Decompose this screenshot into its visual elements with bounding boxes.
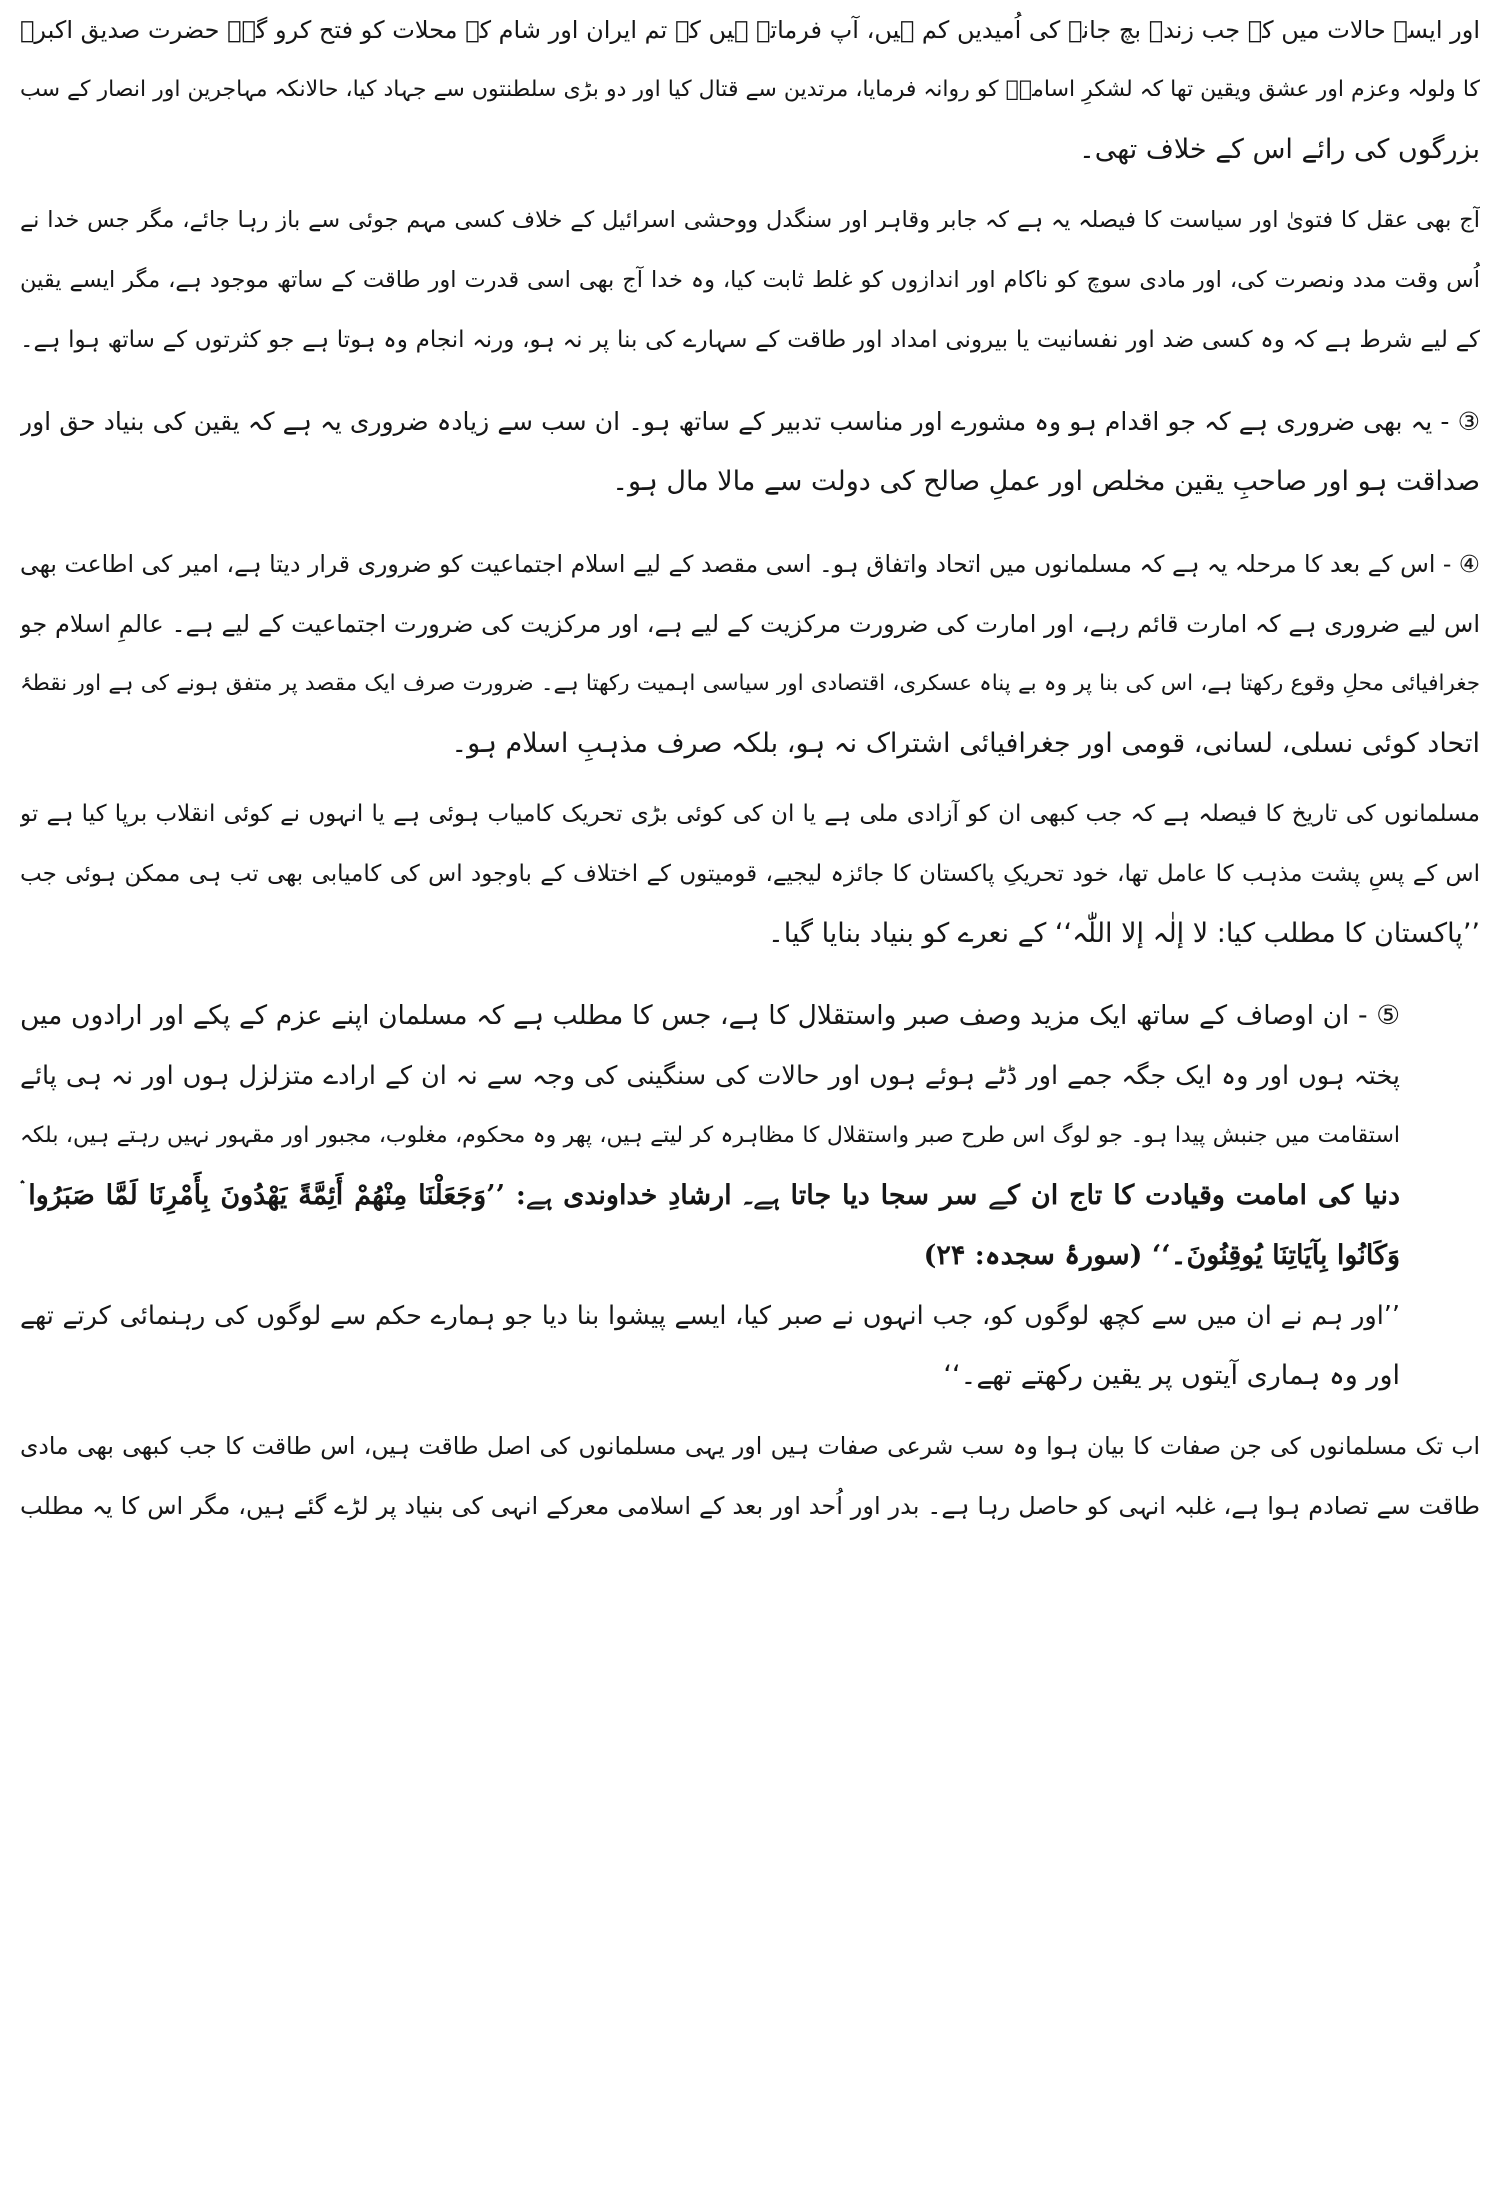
text-line: اب تک مسلمانوں کی جن صفات کا بیان ہوا وہ سب شرعی صفات ہیں اور یہی مسلمانوں کی اصل طاقت ہیں، اس طاقت کا جب کبھی بھی مادی xyxy=(20,1432,1480,1460)
text-line: ’’اور ہم نے ان میں سے کچھ لوگوں کو، جب انہوں نے صبر کیا، ایسے پیشوا بنا دیا جو ہمارے حکم سے لوگوں کی رہنمائی کرتے تھے xyxy=(20,1301,1400,1331)
text-line: اس لیے ضروری ہے کہ امارت قائم رہے، اور امارت کی ضرورت مرکزیت کے لیے ہے، اور مرکزیت کی ضرورت اجتماعیت کے لیے ہے۔ عالمِ اسلام جو xyxy=(20,610,1480,638)
quran-verse-line: دنیا کی امامت وقیادت کا تاج ان کے سر سجا دیا جاتا ہے۔ ارشادِ خداوندی ہے: ’’وَجَعَلْنَا مِنْهُمْ أَئِمَّةً يَهْدُونَ بِأَمْرِنَا لَمَّا صَبَرُوا ۛ xyxy=(20,1180,1400,1211)
paragraph-hazrat-siddiq xyxy=(20,0,1480,180)
quran-verse-line: وَكَانُوا بِآيَاتِنَا يُوقِنُونَ۔‘‘ (سورۂ سجدہ: ۲۴) xyxy=(923,1240,1400,1271)
paragraph-israel xyxy=(20,190,1480,370)
paragraph-spacer xyxy=(20,774,1480,784)
paragraph-point-3 xyxy=(20,392,1480,512)
text-line: کے لیے شرط ہے کہ وہ کسی ضد اور نفسانیت یا بیرونی امداد اور طاقت کے سہارے کی بنا پر نہ ہو، ورنہ انجام وہ ہوتا ہے جو کثرتوں کے ساتھ ہوا ہے۔ xyxy=(20,327,1480,353)
paragraph-history xyxy=(20,784,1480,964)
paragraph-spacer xyxy=(20,964,1480,986)
paragraph-translation xyxy=(20,1286,1480,1406)
text-line: استقامت میں جنبش پیدا ہو۔ جو لوگ اس طرح صبر واستقلال کا مظاہرہ کر لیتے ہیں، پھر وہ محکوم، مغلوب، مجبور اور مقہور نہیں رہتے ہیں، بلکہ xyxy=(20,1123,1400,1148)
text-line: صداقت ہو اور صاحبِ یقین مخلص اور عملِ صالح کی دولت سے مالا مال ہو۔ xyxy=(612,466,1480,497)
text-line: اور وہ ہماری آیتوں پر یقین رکھتے تھے۔‘‘ xyxy=(943,1360,1400,1391)
text-line: اور ایسے حالات میں کہ جب زندہ بچ جانے کی اُمیدیں کم ہیں، آپ فرماتے ہیں کہ تم ایران اور شام کے محلات کو فتح کرو گے۔ حضرت صدیق اکبرؓ xyxy=(20,16,1480,44)
text-line: اس کے پسِ پشت مذہب کا عامل تھا، خود تحریکِ پاکستان کا جائزہ لیجیے، قومیتوں کے اختلاف کے باوجود اس کی کامیابی بھی تب ہی ممکن ہوئی جب xyxy=(20,861,1480,887)
paragraph-spacer xyxy=(20,512,1480,534)
text-line: اُس وقت مدد ونصرت کی، اور مادی سوچ کو ناکام اور اندازوں کو غلط ثابت کیا، وہ خدا آج بھی اسی قدرت اور طاقت کے ساتھ موجود ہے، مگر ایسے یقین xyxy=(20,267,1480,293)
paragraph-point-4 xyxy=(20,534,1480,774)
text-line: ⑤ - ان اوصاف کے ساتھ ایک مزید وصف صبر واستقلال کا ہے، جس کا مطلب ہے کہ مسلمان اپنے عزم کے پکے اور ارادوں میں xyxy=(20,1000,1400,1031)
text-line: ③ - یہ بھی ضروری ہے کہ جو اقدام ہو وہ مشورے اور مناسب تدبیر کے ساتھ ہو۔ ان سب سے زیادہ ضروری یہ ہے کہ یقین کی بنیاد حق اور xyxy=(20,407,1480,436)
paragraph-spacer xyxy=(20,370,1480,392)
paragraph-spacer xyxy=(20,180,1480,190)
text-line: مسلمانوں کی تاریخ کا فیصلہ ہے کہ جب کبھی ان کو آزادی ملی ہے یا ان کی کوئی بڑی تحریک کامیاب ہوئی ہے یا انہوں نے کوئی انقلاب برپا کیا ہے تو xyxy=(20,801,1480,827)
text-line: آج بھی عقل کا فتویٰ اور سیاست کا فیصلہ یہ ہے کہ جابر وقاہر اور سنگدل ووحشی اسرائیل کے خلاف کسی مہم جوئی سے باز رہا جائے، مگر جس خدا نے xyxy=(20,207,1480,233)
paragraph-point-5 xyxy=(20,986,1480,1286)
text-line: ’’پاکستان کا مطلب کیا: لا إلٰہ إلا اللّٰہ‘‘ کے نعرے کو بنیاد بنایا گیا۔ xyxy=(767,918,1480,949)
paragraph-conclusion xyxy=(20,1416,1480,1536)
text-line: طاقت سے تصادم ہوا ہے، غلبہ انہی کو حاصل رہا ہے۔ بدر اور اُحد اور بعد کے اسلامی معرکے انہی کی بنیاد پر لڑے گئے ہیں، مگر اس کا یہ مطلب xyxy=(20,1492,1480,1520)
text-line: بزرگوں کی رائے اس کے خلاف تھی۔ xyxy=(1078,134,1480,165)
text-line: جغرافیائی محلِ وقوع رکھتا ہے، اس کی بنا پر وہ بے پناہ عسکری، اقتصادی اور سیاسی اہمیت رکھتا ہے۔ ضرورت صرف ایک مقصد پر متفق ہونے کی ہے اور نقطۂ xyxy=(20,671,1480,696)
paragraph-spacer xyxy=(20,1406,1480,1416)
text-line: ④ - اس کے بعد کا مرحلہ یہ ہے کہ مسلمانوں میں اتحاد واتفاق ہو۔ اسی مقصد کے لیے اسلام اجتماعیت کو ضروری قرار دیتا ہے، امیر کی اطاعت بھی xyxy=(20,550,1480,578)
text-line: پختہ ہوں اور وہ ایک جگہ جمے اور ڈٹے ہوئے ہوں اور حالات کی سنگینی کی وجہ سے نہ ان کے ارادے متزلزل ہوں اور نہ ہی پائے xyxy=(20,1061,1400,1091)
text-line: اتحاد کوئی نسلی، لسانی، قومی اور جغرافیائی اشتراک نہ ہو، بلکہ صرف مذہبِ اسلام ہو۔ xyxy=(451,728,1480,759)
text-line: کا ولولہ وعزم اور عشق ویقین تھا کہ لشکرِ اسامہؓ کو روانہ فرمایا، مرتدین سے قتال کیا اور دو بڑی سلطنتوں سے جہاد کیا، حالانکہ مہاجرین اور انصار کے سب xyxy=(20,77,1480,102)
